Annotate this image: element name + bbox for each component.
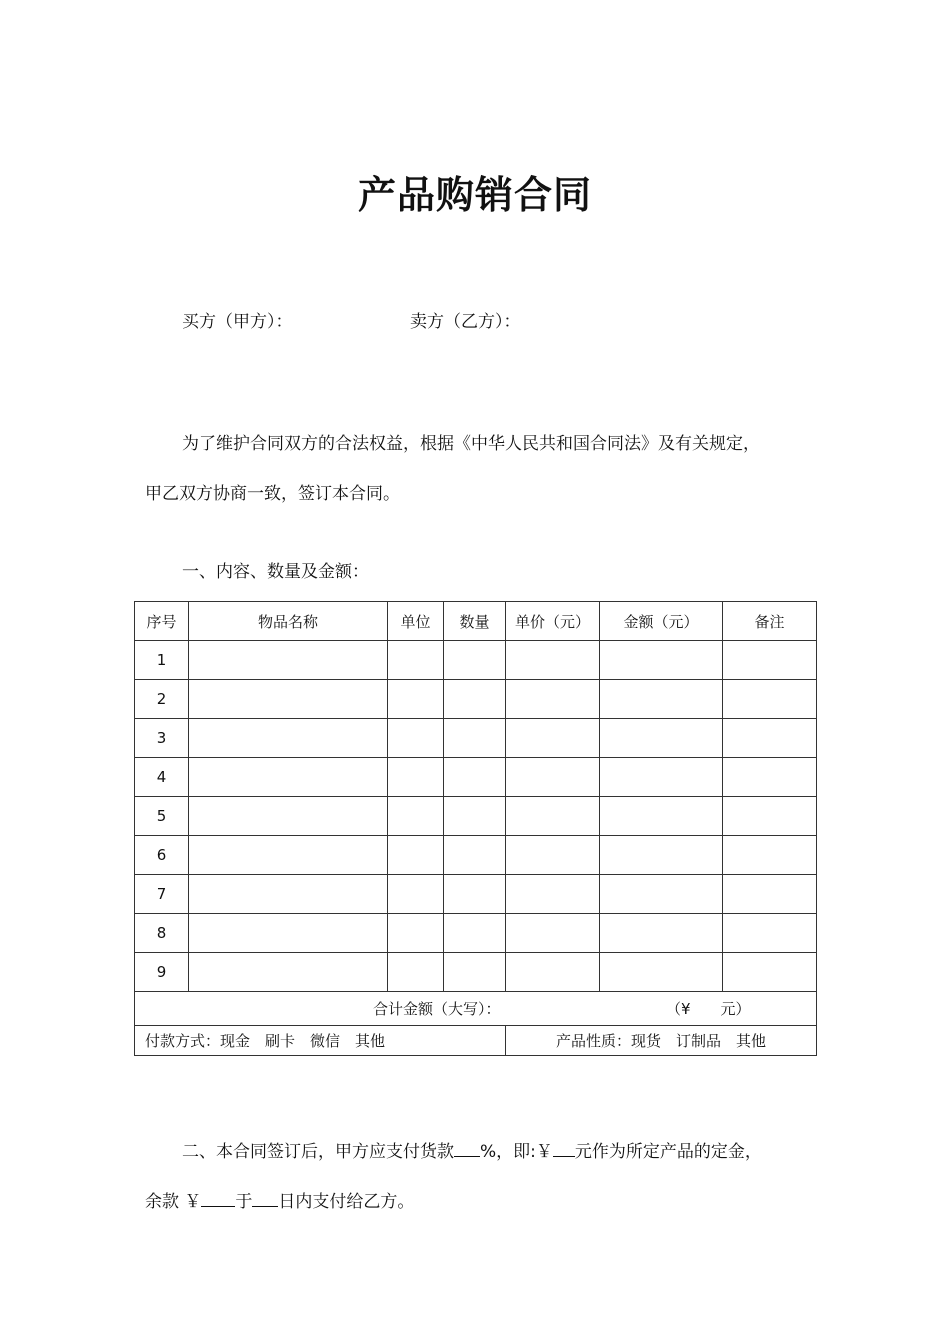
section2-text: 元作为所定产品的定金， [574,1142,762,1162]
table-cell[interactable] [600,875,723,914]
table-cell[interactable] [600,758,723,797]
table-cell[interactable] [600,836,723,875]
table-row [135,953,817,992]
table-row [135,914,817,953]
section2-text: 余款 ￥ [145,1192,202,1212]
table-cell[interactable] [444,641,506,680]
col-header: 备注 [723,602,817,641]
payment-method-cell: 付款方式：现金 刷卡 微信 其他 [135,1026,506,1056]
section2-line-2 [145,1177,805,1227]
balance-blank[interactable] [201,1190,235,1207]
table-cell[interactable] [189,680,388,719]
table-cell[interactable] [189,914,388,953]
table-body [135,641,817,992]
table-cell[interactable] [189,758,388,797]
table-cell[interactable] [189,953,388,992]
table-cell[interactable] [723,953,817,992]
table-cell[interactable] [723,797,817,836]
table-cell[interactable] [600,797,723,836]
table-cell[interactable] [600,641,723,680]
section2-text: %，即:￥ [480,1142,553,1162]
row-number: 7 [135,875,189,914]
total-cell [135,992,817,1026]
percent-blank[interactable] [454,1140,480,1157]
table-cell[interactable] [723,758,817,797]
table-cell[interactable] [388,719,444,758]
table-header-row [135,602,817,641]
table-row [135,797,817,836]
table-cell[interactable] [388,797,444,836]
table-row [135,719,817,758]
total-amount: （¥ 元） [665,1000,751,1018]
table-row [135,836,817,875]
table-cell[interactable] [723,641,817,680]
document-title: 产品购销合同 [357,173,592,217]
table-cell[interactable] [189,719,388,758]
table-cell[interactable] [189,641,388,680]
row-number: 9 [135,953,189,992]
col-header: 金额（元） [600,602,723,641]
intro-line-2: 甲乙双方协商一致，签订本合同。 [145,484,400,504]
table-cell[interactable] [506,914,600,953]
row-number: 4 [135,758,189,797]
table-cell[interactable] [723,875,817,914]
total-row [135,992,817,1026]
table-cell[interactable] [600,680,723,719]
table-row [135,875,817,914]
intro-paragraph [145,419,805,519]
table-cell[interactable] [723,836,817,875]
row-number: 3 [135,719,189,758]
table-row [135,641,817,680]
table-cell[interactable] [444,953,506,992]
table-cell[interactable] [444,914,506,953]
table-cell[interactable] [506,758,600,797]
col-header: 序号 [135,602,189,641]
section2-text: 二、本合同签订后，甲方应支付货款 [182,1142,454,1162]
col-header: 物品名称 [189,602,388,641]
table-cell[interactable] [444,719,506,758]
table-cell[interactable] [444,758,506,797]
total-label: 合计金额（大写）： [372,1000,501,1018]
table-cell[interactable] [506,797,600,836]
table-cell[interactable] [388,641,444,680]
col-header: 单价（元） [506,602,600,641]
table-cell[interactable] [506,641,600,680]
table-cell[interactable] [723,719,817,758]
product-nature-cell: 产品性质：现货 订制品 其他 [506,1026,817,1056]
table-cell[interactable] [723,680,817,719]
table-cell[interactable] [388,758,444,797]
table-cell[interactable] [506,953,600,992]
table-cell[interactable] [600,719,723,758]
seller-label: 卖方（乙方）： [410,312,521,332]
table-cell[interactable] [189,875,388,914]
intro-line-1: 为了维护合同双方的合法权益，根据《中华人民共和国合同法》及有关规定， [182,434,760,454]
deposit-blank[interactable] [553,1140,575,1157]
section2-paragraph [145,1127,805,1227]
buyer-label: 买方（甲方）： [182,312,293,332]
table-cell[interactable] [388,953,444,992]
row-number: 8 [135,914,189,953]
row-number: 2 [135,680,189,719]
items-table [134,601,817,1056]
table-cell[interactable] [444,836,506,875]
parties-line [182,307,521,332]
table-cell[interactable] [388,836,444,875]
table-cell[interactable] [600,914,723,953]
table-cell[interactable] [600,953,723,992]
table-cell[interactable] [506,719,600,758]
table-row [135,758,817,797]
table-cell[interactable] [444,680,506,719]
table-cell[interactable] [506,680,600,719]
table-cell[interactable] [723,914,817,953]
col-header: 数量 [444,602,506,641]
table-cell[interactable] [189,797,388,836]
table-cell[interactable] [189,836,388,875]
table-cell[interactable] [444,875,506,914]
section2-text: 日内支付给乙方。 [278,1192,415,1212]
table-row [135,680,817,719]
table-cell[interactable] [388,680,444,719]
section1-heading: 一、内容、数量及金额： [182,562,369,582]
table-cell[interactable] [506,875,600,914]
row-number: 5 [135,797,189,836]
table-cell[interactable] [506,836,600,875]
table-cell[interactable] [444,797,506,836]
section2-text: 于 [235,1192,253,1212]
section2-line-1 [145,1127,805,1177]
row-number: 6 [135,836,189,875]
days-blank[interactable] [252,1190,278,1207]
row-number: 1 [135,641,189,680]
footer-row [135,1026,817,1056]
table-cell[interactable] [388,875,444,914]
col-header: 单位 [388,602,444,641]
table-cell[interactable] [388,914,444,953]
